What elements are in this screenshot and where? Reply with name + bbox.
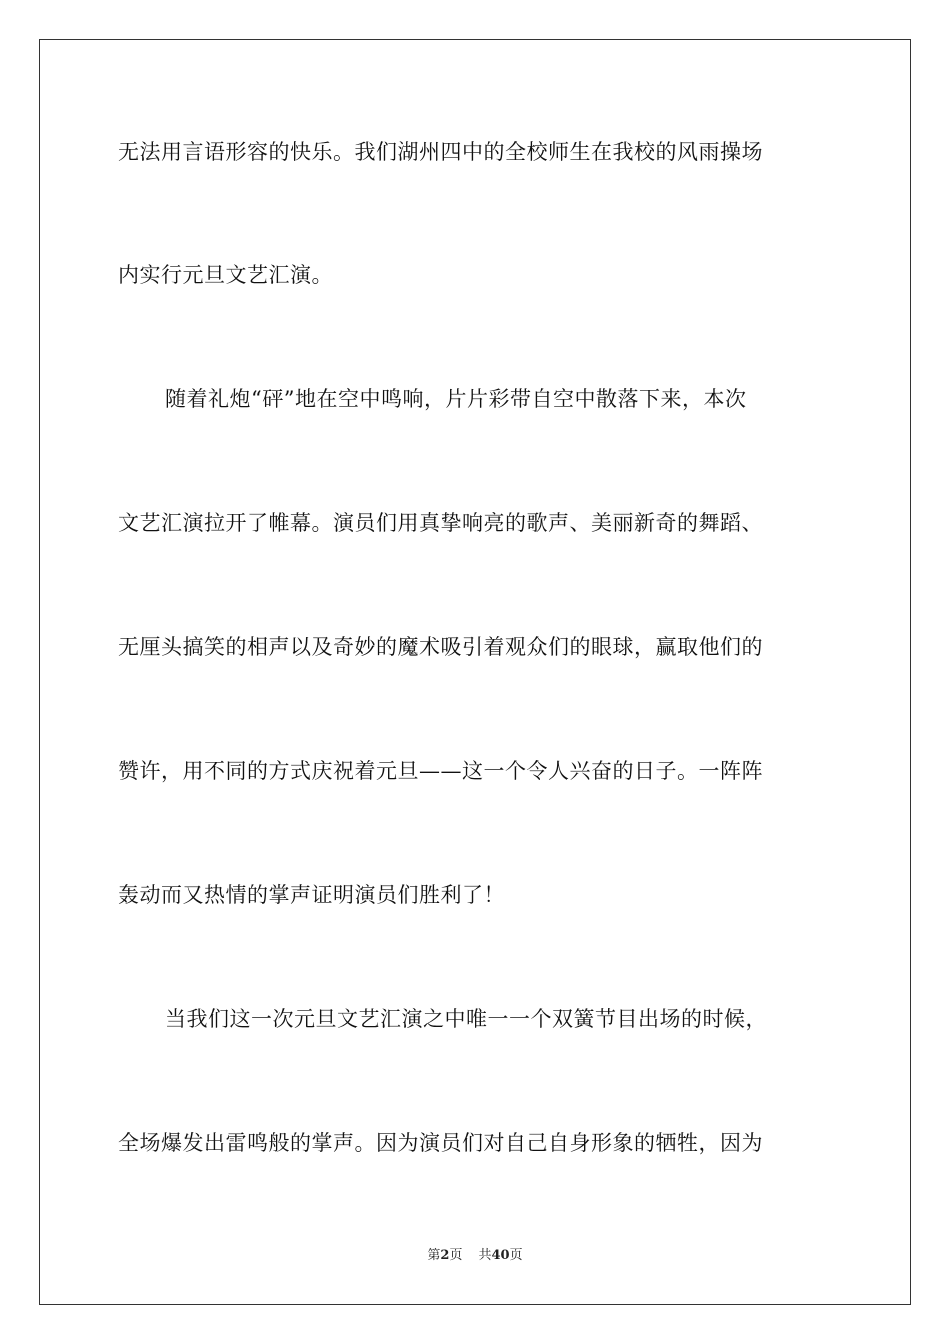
text-line-2: 内实行元旦文艺汇演。: [118, 263, 333, 287]
paragraph-3-line-1: 当我们这一次元旦文艺汇演之中唯一一个双簧节目出场的时候，: [165, 1007, 767, 1031]
page-number: 2: [440, 1248, 450, 1263]
page-border: [39, 39, 911, 1305]
text-line-7: 轰动而又热情的掌声证明演员们胜利了！: [118, 883, 505, 907]
text-line-6: 赞许，用不同的方式庆祝着元旦——这一个令人兴奋的日子。一阵阵: [118, 759, 763, 783]
paragraph-2-line-1: 随着礼炮“砰”地在空中鸣响，片片彩带自空中散落下来，本次: [165, 387, 747, 411]
page-suffix: 页: [449, 1248, 463, 1263]
text-line-4: 文艺汇演拉开了帷幕。演员们用真挚响亮的歌声、美丽新奇的舞蹈、: [118, 511, 763, 535]
page-footer: [0, 1247, 950, 1265]
text-line-5: 无厘头搞笑的相声以及奇妙的魔术吸引着观众们的眼球，赢取他们的: [118, 635, 763, 659]
text-line-1: 无法用言语形容的快乐。我们湖州四中的全校师生在我校的风雨操场: [118, 140, 763, 164]
total-prefix: 共: [478, 1248, 492, 1263]
text-line-9: 全场爆发出雷鸣般的掌声。因为演员们对自己自身形象的牺牲，因为: [118, 1131, 763, 1155]
total-pages: 40: [491, 1248, 510, 1263]
page-prefix: 第: [427, 1248, 441, 1263]
total-suffix: 页: [509, 1248, 523, 1263]
